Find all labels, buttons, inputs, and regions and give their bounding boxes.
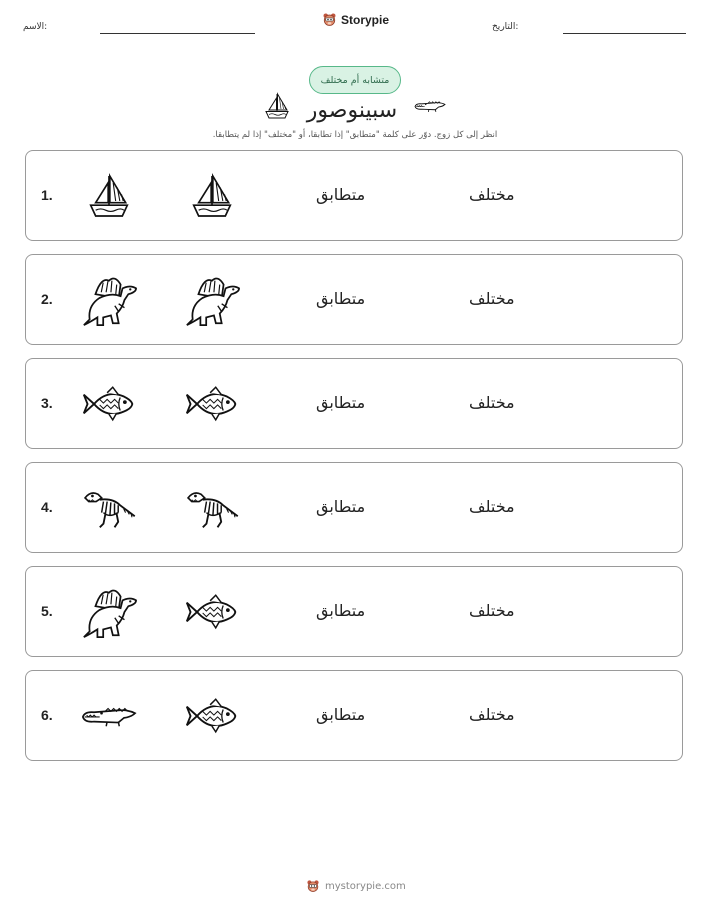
right-picture (181, 269, 243, 331)
same-option[interactable]: متطابق (316, 393, 366, 412)
crocodile-icon (80, 702, 138, 730)
different-option[interactable]: مختلف (469, 705, 515, 724)
right-picture (181, 165, 243, 227)
worksheet-badge: متشابه أم مختلف (309, 66, 401, 94)
dinosaur-skeleton-icon (80, 485, 138, 531)
dinosaur-skeleton-icon (183, 485, 241, 531)
same-option[interactable]: متطابق (316, 705, 366, 724)
different-option[interactable]: مختلف (469, 393, 515, 412)
right-picture (181, 477, 243, 539)
same-option[interactable]: متطابق (316, 289, 366, 308)
left-picture (78, 373, 140, 435)
row-number: 5. (41, 603, 53, 619)
right-picture (181, 581, 243, 643)
different-option[interactable]: مختلف (469, 185, 515, 204)
spinosaurus-icon (80, 271, 138, 329)
row-number: 6. (41, 707, 53, 723)
row-number: 1. (41, 187, 53, 203)
left-picture (78, 165, 140, 227)
crocodile-icon (414, 98, 446, 114)
sailboat-icon (262, 90, 292, 122)
different-option[interactable]: مختلف (469, 497, 515, 516)
left-picture (78, 477, 140, 539)
row-number: 2. (41, 291, 53, 307)
same-option[interactable]: متطابق (316, 185, 366, 204)
fish-icon (184, 697, 240, 735)
left-picture (78, 581, 140, 643)
exercise-row (25, 566, 683, 657)
fish-icon (81, 385, 137, 423)
left-picture (78, 685, 140, 747)
fish-icon (184, 385, 240, 423)
instructions: انظر إلى كل زوج. دوّر على كلمة "متطابق" إذا تطابقا، أو "مختلف" إذا لم يتطابقا. (212, 130, 498, 140)
exercise-row (25, 462, 683, 553)
row-number: 3. (41, 395, 53, 411)
right-picture (181, 373, 243, 435)
spinosaurus-icon (80, 583, 138, 641)
different-option[interactable]: مختلف (469, 289, 515, 308)
brand-logo (322, 12, 389, 27)
same-option[interactable]: متطابق (316, 497, 366, 516)
exercise-row (25, 670, 683, 761)
brand-name: Storypie (341, 12, 390, 27)
date-label: التاريخ: (492, 22, 519, 32)
row-number: 4. (41, 499, 53, 515)
name-label: الاسم: (23, 22, 48, 32)
storypie-bear-icon (322, 12, 337, 27)
storypie-bear-icon (306, 879, 320, 893)
sailboat-icon (187, 171, 237, 221)
exercise-row (25, 358, 683, 449)
name-line (100, 33, 255, 34)
exercise-row (25, 254, 683, 345)
sailboat-icon (84, 171, 134, 221)
fish-icon (184, 593, 240, 631)
exercise-row (25, 150, 683, 241)
footer-url: mystorypie.com (325, 880, 406, 892)
page-title: سبينوصور (306, 98, 398, 123)
same-option[interactable]: متطابق (316, 601, 366, 620)
right-picture (181, 685, 243, 747)
different-option[interactable]: مختلف (469, 601, 515, 620)
date-line (563, 33, 686, 34)
footer (306, 879, 406, 893)
spinosaurus-icon (183, 271, 241, 329)
left-picture (78, 269, 140, 331)
